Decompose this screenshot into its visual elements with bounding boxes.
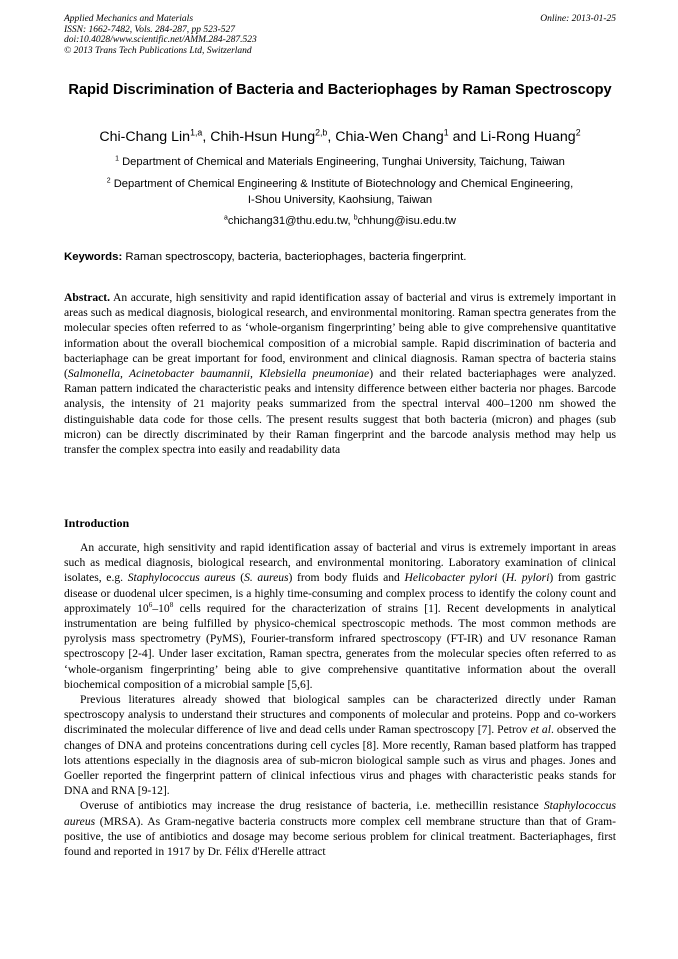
author-affiliation-marker: 2,b <box>315 127 328 138</box>
affiliation-number: 2 <box>106 177 111 185</box>
paragraph-text: ( <box>497 571 506 585</box>
author-emails <box>40 214 640 230</box>
author-name: Chia-Wen Chang <box>335 129 444 145</box>
author-name: Chih-Hsun Hung <box>210 129 316 145</box>
doi-line: doi:10.4028/www.scientific.net/AMM.284-287.523 <box>64 35 257 46</box>
issn-line: ISSN: 1662-7482, Vols. 284-287, pp 523-527 <box>64 24 235 35</box>
author-affiliation-marker: 1 <box>443 127 449 138</box>
journal-name: Applied Mechanics and Materials <box>64 14 194 24</box>
abstract-species: Salmonella, Acinetobacter baumannii, Klebsiella pneumoniae <box>67 367 370 381</box>
affiliation-text-line2: I-Shou University, Kaohsiung, Taiwan <box>247 193 433 206</box>
affiliation-text: Department of Chemical Engineering & Institute of Biotechnology and Chemical Engineering, <box>113 178 574 190</box>
paragraph-text: cells required for the characterization of strains [1]. Recent developments in analytical instrumentation are being fulfilled by physico-chemical spectroscopic methods. The most common methods are pyrolysis mass spectrometry (PyMS), Fourier-transform infrared spectroscopy (FT-IR) and UV resonance Raman spectroscopy [2-4]. Under laser excitation, Raman spectra, generates from the molecular species often referred to as ‘whole-organism fingerprinting’ being able to give comprehensive quantitative information about the overall biochemical composition of a microbial sample [5,6]. <box>64 601 616 691</box>
affiliation-2 <box>40 177 640 208</box>
intro-paragraph <box>64 798 616 859</box>
keywords <box>64 250 616 265</box>
abstract-text: An accurate, high sensitivity and rapid identification assay of bacterial and virus is extremely important in areas such as medical diagnosis, biological research, and environmental monitoring. Raman spectra generates from the molecular species often referred to as ‘whole-organism fingerprinting’ being able to give comprehensive quantitative information about the overall biochemical composition of a microbial sample. Rapid discrimination of bacteria and bacteriaphage can be great important for food, environment and clinical diagnosis. Raman spectra of bacteria stains ( <box>64 291 616 381</box>
paragraph-text: ) from body fluids and <box>288 571 405 585</box>
keywords-text: Raman spectroscopy, bacteria, bacteriophages, bacteria fingerprint. <box>122 251 467 263</box>
abstract <box>64 290 616 457</box>
paragraph-text: ( <box>235 571 245 585</box>
author-affiliation-marker: 2 <box>575 127 581 138</box>
introduction-body <box>64 540 616 859</box>
author-name: Li-Rong Huang <box>480 129 576 145</box>
author-separator: and <box>448 129 481 145</box>
email-address: chhung@isu.edu.tw <box>357 215 456 227</box>
exponent: 8 <box>169 600 174 609</box>
paragraph-text: (MRSA). As Gram-negative bacteria constructs more complex cell membrane structure than that of Gram-positive, the use of antibiotics and dosage may become serious problem for clinical treatment. Bacteriaphages, first found and reported in 1917 by Dr. Félix d'Herelle attract <box>64 814 616 859</box>
species-name: S. aureus <box>244 571 289 585</box>
copyright-line: © 2013 Trans Tech Publications Ltd, Switzerland <box>64 45 252 56</box>
species-name: Staphylococcus aureus <box>64 799 616 828</box>
intro-paragraph <box>64 540 616 692</box>
et-al: et al <box>530 723 551 737</box>
author-name: Chi-Chang Lin <box>99 129 191 145</box>
affiliation-text: Department of Chemical and Materials Engineering, Tunghai University, Taichung, Taiwan <box>122 156 565 168</box>
online-date: Online: 2013-01-25 <box>540 14 616 24</box>
paragraph-text: –10 <box>152 601 170 615</box>
author-affiliation-marker: 1,a <box>190 127 203 138</box>
abstract-label: Abstract. <box>64 291 111 304</box>
abstract-paragraph <box>64 290 616 457</box>
author-separator: , <box>327 129 336 145</box>
email-address: chichang31@thu.edu.tw, <box>227 215 354 227</box>
species-name: Staphylococcus aureus <box>127 571 236 585</box>
affiliation-1 <box>40 155 640 171</box>
paragraph-text: ) from gastric disease or duodenal ulcer specimen, is a highly time-consuming and complex process to identify the colony count and approximately 10 <box>64 571 616 615</box>
publication-header <box>64 14 616 56</box>
abstract-text: ) and their related bacteriaphages were analyzed. Raman pattern indicated the characteristic peaks and intensity difference between either bacteria nor phages. Barcode analysis, the intensity of 21 majority peaks summarized from the spectral interval 400–1200 nm showed the distinguishable data code for those cells. The present results suggest that both bacteria (micron) and phages (sub micron) can be directly discriminated by their Raman fingerprint and the barcode analysis method may help us transfer the complex spectra into easily and readability data <box>64 367 616 457</box>
paper-title: Rapid Discrimination of Bacteria and Bacteriophages by Raman Spectroscopy <box>68 82 612 98</box>
author-list <box>40 128 640 146</box>
intro-paragraph <box>64 692 616 798</box>
paragraph-text: An accurate, high sensitivity and rapid identification assay of bacterial and virus is extremely important in areas such as medical diagnosis, biological research, and environmental monitoring. Laboratory examination of clinical isolates, e.g. <box>64 541 616 585</box>
email-marker: a <box>224 214 228 222</box>
species-name: Helicobacter pylori <box>404 571 498 585</box>
paragraph-text: . observed the changes of DNA and proteins concentrations during cell cycles [8]. More recently, Raman based platform has trapped lots attentions especially in the diagnosis area of sub-micron biological sample such as virus and phages. Jones and Goeller reported the fingerprint pattern of clinical infectious virus and phages with characteristic peaks stands for DNA and RNA [9-12]. <box>64 723 616 798</box>
section-heading-introduction: Introduction <box>64 516 130 530</box>
keywords-label: Keywords: <box>64 251 123 263</box>
affiliation-number: 1 <box>115 155 119 163</box>
email-marker: b <box>353 214 358 222</box>
author-separator: , <box>202 129 211 145</box>
species-name: H. pylori <box>505 571 550 585</box>
paragraph-text: Previous literatures already showed that biological samples can be characterized directly under Raman spectroscopy analysis to understand their structures and components of molecular and proteins. Popp and co-workers discriminated the molecular difference of live and dead cells under Raman spectroscopy [7]. Petrov <box>64 693 616 737</box>
exponent: 6 <box>148 600 153 609</box>
paragraph-text: Overuse of antibiotics may increase the drug resistance of bacteria, i.e. methecillin resistance <box>80 799 544 813</box>
